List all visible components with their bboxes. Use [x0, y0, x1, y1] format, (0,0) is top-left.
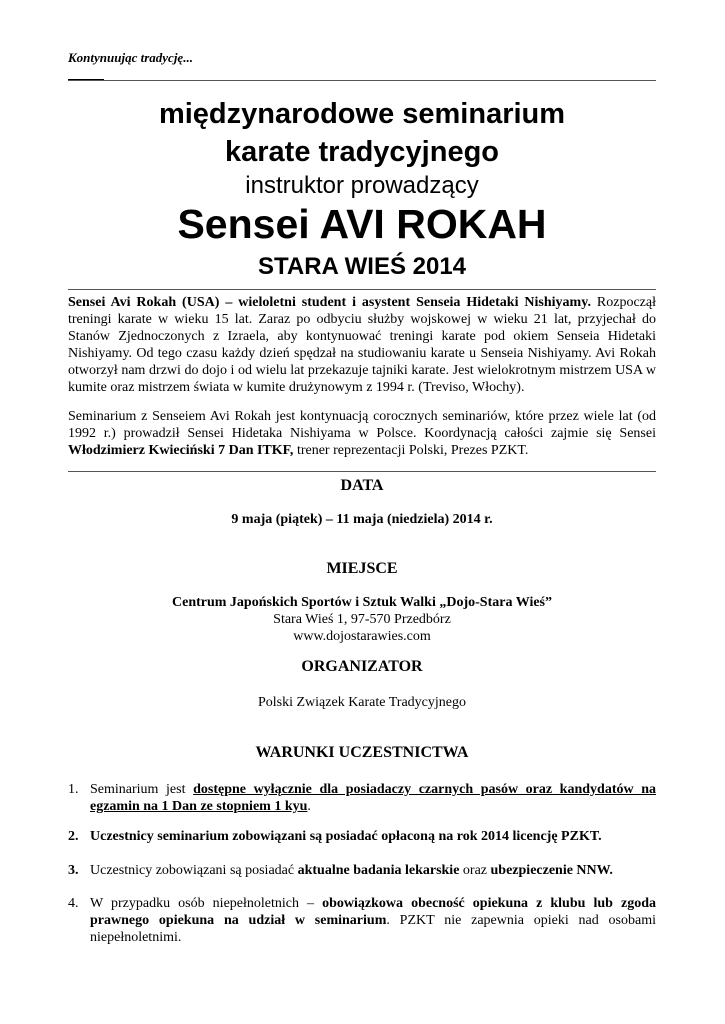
- condition-emphasis: obowiązkowa obecność opiekuna z klubu lub zgoda prawnego opiekuna na udział w seminarium: [90, 896, 656, 929]
- condition-emphasis: dostępne wyłącznie dla posiadaczy czarnych pasów oraz kandydatów na egzamin na 1 Dan ze stopniem 1 kyu: [90, 782, 656, 815]
- title-line-3: instruktor prowadzący: [245, 172, 479, 199]
- header-tagline: Kontynuując tradycję...: [68, 50, 193, 65]
- event-dates: 9 maja (piątek) – 11 maja (niedziela) 2014 r.: [231, 512, 493, 527]
- intro-rule: [68, 471, 656, 472]
- coordination-text-end: trener reprezentacji Polski, Prezes PZKT.: [293, 443, 529, 459]
- title-line-1: międzynarodowe seminarium: [158, 98, 566, 130]
- intro-bold-lead: Sensei Avi Rokah (USA) – wieloletni student i asystent Senseia Hidetaki Nishiyamy.: [68, 295, 591, 310]
- place-heading: MIEJSCE: [326, 560, 398, 577]
- condition-text: Uczestnicy zobowiązani są posiadać: [90, 863, 298, 878]
- header-rule: [68, 80, 656, 81]
- condition-text-mid: oraz: [459, 863, 491, 878]
- condition-item-4: [68, 895, 656, 949]
- intro-body: Rozpoczął treningi karate w wieku 15 lat. Zaraz po odbyciu służby wojskowej w wieku 21 lat, przyjechał do Stanów Zjednoczonych z Izraela, aby kontynuować treningi karate pod okiem Senseia Hidetaki Nishiyamy. Od tego czasu każdy dzień spędzał na studiowaniu karate u Senseia Nishiyamy. Avi Rokah otworzył nam drzwi do dojo i od wielu lat przekazuje tajniki karate. Jest wielokrotnym mistrzem USA w kumite oraz mistrzem świata w kumite drużynowym z 1994 r. (Treviso, Włochy).: [68, 295, 656, 396]
- title-line-2: karate tradycyjnego: [224, 136, 499, 168]
- condition-text-end: .: [307, 799, 311, 815]
- conditions-heading: WARUNKI UCZESTNICTWA: [255, 744, 469, 761]
- condition-text: Seminarium jest: [90, 782, 194, 797]
- coordinator-name: Włodzimierz Kwieciński 7 Dan ITKF,: [68, 443, 294, 459]
- condition-item-3: [68, 862, 656, 880]
- title-rule: [68, 289, 656, 290]
- condition-number: 4.: [68, 896, 79, 911]
- condition-emphasis: aktualne badania lekarskie: [297, 863, 460, 878]
- condition-number: 1.: [68, 782, 79, 797]
- place-name: Centrum Japońskich Sportów i Sztuk Walki „Dojo-Stara Wieś”: [172, 595, 552, 610]
- condition-text-end: . PZKT nie zapewnia opieki nad osobami niepełnoletnimi.: [90, 913, 656, 946]
- condition-number: 3.: [68, 863, 79, 878]
- condition-text: Uczestnicy seminarium zobowiązani są posiadać opłaconą na rok 2014 licencję PZKT.: [90, 829, 602, 844]
- intro-paragraph: [68, 294, 656, 397]
- data-heading: DATA: [340, 477, 384, 494]
- coordination-text-start: Seminarium z Senseiem Avi Rokah jest kontynuacją corocznych seminariów, które przez wiele lat (od 1992 r.) prowadził Sensei Hidetaka Nishiyama w Polsce. Koordynacją całości zajmie się Sensei: [68, 409, 656, 442]
- coordination-paragraph: [68, 408, 656, 459]
- organizer-name: Polski Związek Karate Tradycyjnego: [257, 695, 466, 710]
- title-location-year: STARA WIEŚ 2014: [257, 253, 467, 280]
- condition-number: 2.: [68, 829, 79, 844]
- condition-emphasis-2: ubezpieczenie NNW.: [490, 863, 613, 878]
- condition-text: W przypadku osób niepełnoletnich –: [90, 896, 323, 911]
- organizer-heading: ORGANIZATOR: [301, 658, 423, 675]
- title-instructor-name: Sensei AVI ROKAH: [177, 201, 547, 247]
- place-address: Stara Wieś 1, 97-570 Przedbórz: [273, 612, 451, 627]
- place-website[interactable]: www.dojostarawies.com: [293, 629, 431, 644]
- condition-item-2: [68, 828, 656, 846]
- condition-item-1: [68, 781, 656, 817]
